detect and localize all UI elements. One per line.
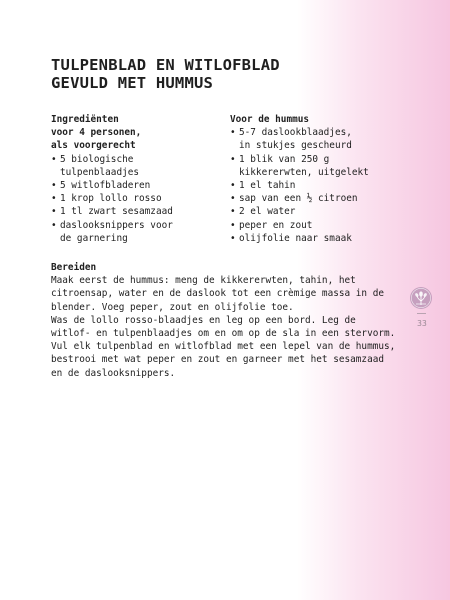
method-line: Maak eerst de hummus: meng de kikkererwten, tahin, het [51,275,356,287]
ingredient-item [51,219,223,245]
hummus-text: • 1 el tahin [239,180,296,192]
hummus-text: in stukjes gescheurd [239,140,352,152]
hummus-text: • 5-7 daslookblaadjes, [239,127,352,139]
ingredient-text: • 5 witlofbladeren [60,180,151,192]
page-number-rule [417,313,426,314]
method-line: blender. Voeg peper, zout en olijfolie toe. [51,301,294,313]
ingredient-text: de garnering [60,232,128,244]
method-heading: Bereiden [51,262,97,273]
ingredient-item [51,205,223,218]
ingredients-column [51,113,223,245]
hummus-item [230,232,390,245]
method-section [51,261,396,380]
hummus-text: • peper en zout [239,219,313,231]
hummus-text: • olijfolie naar smaak [239,232,352,244]
ingredient-item [51,153,223,179]
method-line: en de daslooksnippers. [51,367,176,379]
servings-line: als voorgerecht [51,140,136,152]
hummus-column [230,113,390,245]
ingredients-heading: Ingrediënten [51,114,119,125]
hummus-text: • sap van een ½ citroen [239,193,358,205]
hummus-text: • 1 blik van 250 g [239,153,330,165]
floral-emblem-icon [409,286,433,310]
method-line: bestrooi met wat peper en zout en garneer met het sesamzaad [51,354,385,366]
hummus-item [230,153,390,179]
hummus-item [230,205,390,218]
title-line: GEVULD MET HUMMUS [51,74,214,92]
hummus-item [230,219,390,232]
servings-line: voor 4 personen, [51,127,142,139]
title-line: TULPENBLAD EN WITLOFBLAD [51,56,280,74]
ingredient-text: tulpenblaadjes [60,166,140,178]
hummus-item [230,179,390,192]
ingredient-text: • 1 krop lollo rosso [60,193,162,205]
hummus-text: • 2 el water [239,206,296,218]
method-line: witlof- en tulpenblaadjes om en om op de sla in een stervorm. [51,328,396,340]
recipe-title [51,56,371,92]
ingredient-text: • 5 biologische [60,153,134,165]
hummus-item [230,192,390,205]
hummus-list [230,126,390,245]
method-line: citroensap, water en de daslook tot een crèmige massa in de [51,288,385,300]
ingredient-item [51,179,223,192]
hummus-text: kikkererwten, uitgelekt [239,166,369,178]
hummus-item [230,126,390,152]
ingredients-list [51,153,223,245]
ingredient-text: • 1 tl zwart sesamzaad [60,206,173,218]
hummus-heading: Voor de hummus [230,114,310,125]
method-line: Vul elk tulpenblad en witlofblad met een lepel van de hummus, [51,341,396,353]
method-line: Was de lollo rosso-blaadjes en leg op een bord. Leg de [51,314,356,326]
ingredient-text: • daslooksnippers voor [60,219,173,231]
ingredient-item [51,192,223,205]
page-number: 33 [417,319,427,328]
